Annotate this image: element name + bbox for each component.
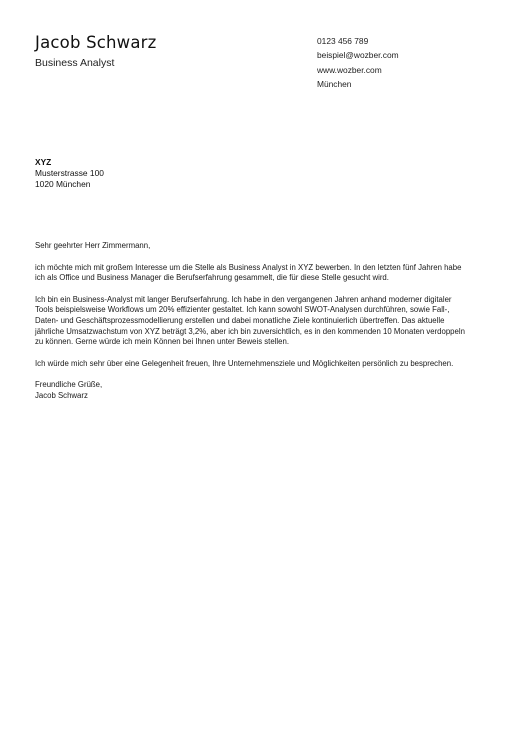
letter-paragraph: ich möchte mich mit großem Interesse um die Stelle als Business Analyst in XYZ bewerben. In den letzten fünf Jahren habe ich als Office und Business Manager die Berufserfahrung gesammelt, die für diese Stelle gesucht wird. [35, 262, 462, 283]
recipient-address [35, 157, 335, 190]
letter-closing: Freundliche Grüße, [35, 380, 103, 390]
contact-block [317, 34, 517, 91]
contact-email: beispiel@wozber.com [317, 50, 399, 61]
recipient-company: XYZ [35, 157, 52, 167]
applicant-job-title: Business Analyst [35, 57, 115, 69]
letter-closing-block [35, 380, 465, 401]
letter-body [35, 241, 465, 402]
applicant-name: Jacob Schwarz [35, 33, 157, 52]
letter-signature: Jacob Schwarz [35, 390, 88, 400]
letter-paragraph: Ich würde mich sehr über eine Gelegenheit freuen, Ihre Unternehmensziele und Möglichkeiten persönlich zu besprechen. [35, 358, 454, 368]
contact-phone: 0123 456 789 [317, 36, 369, 46]
contact-website: www.wozber.com [317, 64, 382, 75]
letter-salutation: Sehr geehrter Herr Zimmermann, [35, 241, 151, 250]
recipient-street: Musterstrasse 100 [35, 168, 104, 178]
contact-city: München [317, 78, 352, 89]
letter-paragraph: Ich bin ein Business-Analyst mit langer Berufserfahrung. Ich habe in den vergangenen Jahren anhand moderner digitaler Tools beispielsweise Workflows um 20% effizienter gestaltet. Ich kann sowohl SWOT-Analysen durchführen, sowie Fall-, Daten- und Geschäftsprozessmodellierung erstellen und dabei monatliche Ziele kontinuierlich übertreffen. Das aktuelle jährliche Umsatzwachstum von XYZ beträgt 3,2%, aber ich bin zuversichtlich, es in den kommenden 10 Monaten verdoppeln zu können. Gerne würde ich mein Können bei Ihnen unter Beweis stellen. [35, 294, 465, 347]
recipient-city: 1020 München [35, 179, 91, 189]
